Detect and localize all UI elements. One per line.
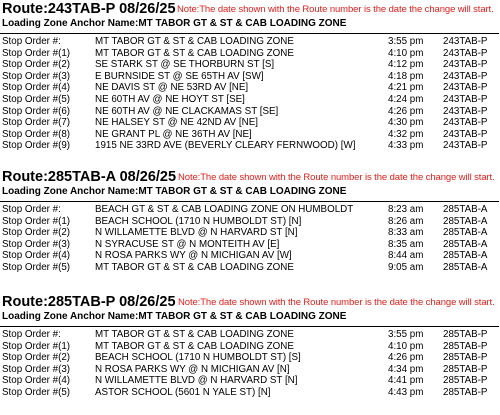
stop-location: NE HALSEY ST @ NE 42ND AV [NE] <box>95 117 258 129</box>
stop-time: 3:55 pm <box>388 36 424 47</box>
stop-row <box>0 262 500 274</box>
divider <box>0 326 499 327</box>
stop-order-label: Stop Order #: <box>2 204 61 215</box>
stop-location: NE DAVIS ST @ NE 53RD AV [NE] <box>95 82 249 94</box>
stop-row <box>0 82 500 94</box>
stop-location: 1915 NE 33RD AVE (BEVERLY CLEARY FERNWOOD) [W] <box>95 140 356 152</box>
stop-order-label: Stop Order #(1) <box>2 215 71 227</box>
stop-time: 3:55 pm <box>388 329 424 340</box>
anchor-line <box>0 185 500 198</box>
stop-row <box>0 204 500 216</box>
route-block-285tab-p <box>0 294 500 399</box>
stop-location: N ROSA PARKS WY @ N MICHIGAN AV [N] <box>95 363 290 375</box>
stop-order-label: Stop Order #(4) <box>2 82 71 94</box>
stop-time: 4:26 pm <box>388 352 424 364</box>
stop-location: NE 60TH AV @ NE HOYT ST [SE] <box>95 93 245 105</box>
stop-location: N WILLAMETTE BLVD @ N HARVARD ST [N] <box>95 375 298 387</box>
route-note: Note:The date shown with the Route number is the date the change will start. <box>178 172 495 183</box>
stop-row <box>0 352 500 364</box>
stop-route-code: 285TAB-P <box>443 363 488 375</box>
anchor-line <box>0 310 500 323</box>
stop-location: BEACH GT & ST & CAB LOADING ZONE ON HUMBOLDT <box>95 204 354 215</box>
stop-location: NE 60TH AV @ NE CLACKAMAS ST [SE] <box>95 105 279 117</box>
stop-route-code: 243TAB-P <box>443 105 488 117</box>
stop-location: N SYRACUSE ST @ N MONTEITH AV [E] <box>95 238 280 250</box>
stop-time: 4:26 pm <box>388 105 424 117</box>
route-header <box>0 169 500 185</box>
stop-route-code: 285TAB-A <box>443 250 488 262</box>
stop-time: 8:33 am <box>388 227 424 239</box>
anchor-label: Loading Zone Anchor Name: <box>2 18 139 29</box>
stop-route-code: 243TAB-P <box>443 128 488 140</box>
stop-route-code: 243TAB-P <box>443 140 488 152</box>
stop-order-label: Stop Order #(5) <box>2 261 71 273</box>
stop-time: 4:18 pm <box>388 70 424 82</box>
route-title: Route:285TAB-A 08/26/25 <box>2 169 177 185</box>
stop-time: 4:30 pm <box>388 117 424 129</box>
anchor-value: MT TABOR GT & ST & CAB LOADING ZONE <box>138 18 347 29</box>
stop-location: NE GRANT PL @ NE 36TH AV [NE] <box>95 128 252 140</box>
stop-route-code: 285TAB-P <box>443 375 488 387</box>
stop-time: 8:23 am <box>388 204 424 215</box>
route-note: Note:The date shown with the Route number is the date the change will start. <box>177 4 494 15</box>
stop-order-label: Stop Order #(4) <box>2 250 71 262</box>
anchor-value: MT TABOR GT & ST & CAB LOADING ZONE <box>138 311 347 322</box>
stop-time: 4:32 pm <box>388 128 424 140</box>
stop-time: 4:43 pm <box>388 386 424 398</box>
stop-order-label: Stop Order #(9) <box>2 140 71 152</box>
stop-location: MT TABOR GT & ST & CAB LOADING ZONE <box>95 261 294 273</box>
stop-route-code: 243TAB-P <box>443 36 488 47</box>
stop-route-code: 285TAB-A <box>443 227 488 239</box>
stop-time: 4:10 pm <box>388 340 424 352</box>
stop-location: MT TABOR GT & ST & CAB LOADING ZONE <box>95 340 294 352</box>
stop-order-label: Stop Order #(6) <box>2 105 71 117</box>
stop-row <box>0 140 500 152</box>
stop-route-code: 243TAB-P <box>443 59 488 71</box>
stop-row <box>0 216 500 228</box>
stop-row <box>0 129 500 141</box>
stop-time: 4:12 pm <box>388 59 424 71</box>
anchor-label: Loading Zone Anchor Name: <box>2 186 139 197</box>
stop-time: 8:44 am <box>388 250 424 262</box>
divider <box>0 33 499 34</box>
stop-order-label: Stop Order #: <box>2 36 61 47</box>
route-title: Route:285TAB-P 08/26/25 <box>2 294 176 310</box>
stop-row <box>0 329 500 341</box>
stop-order-label: Stop Order #(2) <box>2 59 71 71</box>
stop-location: SE STARK ST @ SE THORBURN ST [S] <box>95 59 275 71</box>
stop-route-code: 285TAB-P <box>443 386 488 398</box>
stop-order-label: Stop Order #(1) <box>2 340 71 352</box>
anchor-label: Loading Zone Anchor Name: <box>2 311 139 322</box>
stop-order-label: Stop Order #(2) <box>2 227 71 239</box>
stop-time: 4:41 pm <box>388 375 424 387</box>
stop-list <box>0 329 500 399</box>
route-title: Route:243TAB-P 08/26/25 <box>2 1 176 17</box>
stop-route-code: 243TAB-P <box>443 70 488 82</box>
stop-time: 4:33 pm <box>388 140 424 152</box>
stop-route-code: 243TAB-P <box>443 93 488 105</box>
stop-route-code: 243TAB-P <box>443 47 488 59</box>
stop-list <box>0 204 500 274</box>
stop-location: N WILLAMETTE BLVD @ N HARVARD ST [N] <box>95 227 298 239</box>
stop-time: 4:21 pm <box>388 82 424 94</box>
stop-time: 4:34 pm <box>388 363 424 375</box>
stop-route-code: 285TAB-A <box>443 215 488 227</box>
stop-order-label: Stop Order #(5) <box>2 93 71 105</box>
stop-route-code: 285TAB-P <box>443 340 488 352</box>
stop-order-label: Stop Order #(2) <box>2 352 71 364</box>
route-note: Note:The date shown with the Route number is the date the change will start. <box>178 297 495 308</box>
route-header <box>0 294 500 310</box>
stop-row <box>0 387 500 399</box>
stop-location: ASTOR SCHOOL (5601 N YALE ST) [N] <box>95 386 271 398</box>
stop-route-code: 285TAB-P <box>443 329 488 340</box>
stop-location: E BURNSIDE ST @ SE 65TH AV [SW] <box>95 70 264 82</box>
stop-location: BEACH SCHOOL (1710 N HUMBOLDT ST) [S] <box>95 352 301 364</box>
stop-order-label: Stop Order #(7) <box>2 117 71 129</box>
stop-row <box>0 48 500 60</box>
divider <box>0 201 499 202</box>
stop-row <box>0 250 500 262</box>
stop-order-label: Stop Order #(8) <box>2 128 71 140</box>
stop-route-code: 285TAB-A <box>443 204 488 215</box>
stop-row <box>0 106 500 118</box>
stop-row <box>0 364 500 376</box>
stop-route-code: 285TAB-A <box>443 238 488 250</box>
stop-row <box>0 341 500 353</box>
stop-row <box>0 71 500 83</box>
stop-location: BEACH SCHOOL (1710 N HUMBOLDT ST) [N] <box>95 215 302 227</box>
route-header <box>0 1 500 17</box>
stop-location: MT TABOR GT & ST & CAB LOADING ZONE <box>95 36 294 47</box>
stop-time: 4:24 pm <box>388 93 424 105</box>
stop-location: MT TABOR GT & ST & CAB LOADING ZONE <box>95 329 294 340</box>
stop-order-label: Stop Order #(3) <box>2 363 71 375</box>
stop-row <box>0 94 500 106</box>
stop-time: 9:05 am <box>388 261 424 273</box>
route-block-243tab-p <box>0 1 500 152</box>
stop-order-label: Stop Order #(5) <box>2 386 71 398</box>
stop-order-label: Stop Order #(3) <box>2 70 71 82</box>
stop-time: 8:26 am <box>388 215 424 227</box>
stop-row <box>0 239 500 251</box>
stop-row <box>0 375 500 387</box>
stop-row <box>0 36 500 48</box>
stop-route-code: 285TAB-P <box>443 352 488 364</box>
stop-time: 8:35 am <box>388 238 424 250</box>
stop-row <box>0 59 500 71</box>
route-block-285tab-a <box>0 169 500 274</box>
stop-location: N ROSA PARKS WY @ N MICHIGAN AV [W] <box>95 250 292 262</box>
stop-order-label: Stop Order #: <box>2 329 61 340</box>
stop-row <box>0 117 500 129</box>
stop-order-label: Stop Order #(4) <box>2 375 71 387</box>
stop-row <box>0 227 500 239</box>
anchor-value: MT TABOR GT & ST & CAB LOADING ZONE <box>138 186 347 197</box>
stop-route-code: 243TAB-P <box>443 82 488 94</box>
stop-location: MT TABOR GT & ST & CAB LOADING ZONE <box>95 47 294 59</box>
stop-order-label: Stop Order #(1) <box>2 47 71 59</box>
stop-list <box>0 36 500 152</box>
stop-route-code: 243TAB-P <box>443 117 488 129</box>
stop-time: 4:10 pm <box>388 47 424 59</box>
stop-order-label: Stop Order #(3) <box>2 238 71 250</box>
stop-route-code: 285TAB-A <box>443 261 488 273</box>
anchor-line <box>0 17 500 30</box>
